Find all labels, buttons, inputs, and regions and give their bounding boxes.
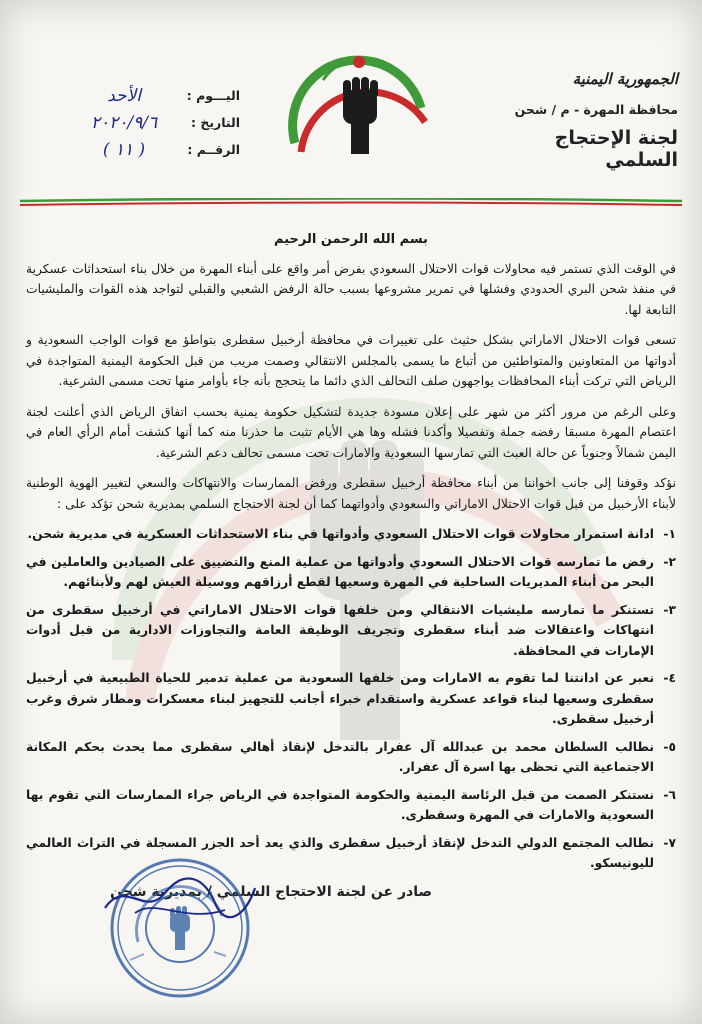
meta-row-day xyxy=(40,82,240,109)
paragraph: وعلى الرغم من مرور أكثر من شهر على إعلان مسودة جديدة لتشكيل حكومة يمنية بحسب اتفاق الرياض الذي أعلنت لجنة اعتصام المهرة مسبقا رفضه جملة وتفصيلا وأكدنا فشله وها هي الأيام تثبت ما حذرنا منه كما أنها كشفت أمام الرأي العام في اليمن شمالاً وجنوباً عن حالة العبث التي تمارسها السعودية والامارات تحت مسمى تحالف دعم الشرعية. xyxy=(26,404,676,460)
list-item xyxy=(26,785,676,826)
list-text: رفض ما تمارسه قوات الاحتلال السعودي وأدواتها من عملية المنع والتضييق على الصيادين والعاملين في البحر من أبناء المديريات الساحلية في المهرة وسعيها لقطع أرزاقهم ووسيلة العيش لهم ولأبنائهم. xyxy=(26,554,654,589)
number-value: ( ١١ ) xyxy=(102,139,146,160)
republic-name: الجمهورية اليمنية xyxy=(572,70,678,88)
number-label: الرقــم : xyxy=(187,142,240,157)
issuer-signature-line: صادر عن لجنة الاحتجاج السلمي / بمديرية شحن xyxy=(110,884,432,900)
list-number: ٥- xyxy=(663,739,676,754)
paragraph: في الوقت الذي تستمر فيه محاولات قوات الاحتلال السعودي بفرض أمر واقع على أبناء المهرة من خلال بناء استحداثات عسكرية في منفذ شحن البري الحدودي وفشلها في تمرير مشروعها بسبب حالة الرفض الشعبي والقبلي لتواجد هذه القوات والمليشيات التابعة لها. xyxy=(26,261,676,317)
basmala: بسم الله الرحمن الرحيم xyxy=(274,232,428,247)
list-text: نطالب المجتمع الدولي التدخل لإنقاذ أرخبيل سقطرى والذي يعد أحد الجزر المسجلة في التراث العالمي لليونيسكو. xyxy=(26,835,654,870)
list-text: تستنكر ما تمارسه مليشيات الانتقالي ومن خلفها قوات الاحتلال الاماراتي في أرخبيل سقطرى من انتهاكات واعتقالات ضد أبناء سقطرى وتجريف الوظيفة العامة والتجاوزات الادارية من قبل أدوات الإمارات في المحافظة. xyxy=(26,602,654,658)
list-item xyxy=(26,600,676,662)
handwritten-signature-icon xyxy=(95,868,265,928)
date-value: ٢٠٢٠/٩/٦ xyxy=(90,112,158,133)
list-number: ٦- xyxy=(663,787,676,802)
list-text: ادانة استمرار محاولات قوات الاحتلال السعودي وأدواتها في بناء الاستحداثات العسكرية في مديرية شحن. xyxy=(27,527,654,541)
list-item xyxy=(26,524,676,545)
meta-row-number xyxy=(40,136,240,163)
letter-body xyxy=(26,230,676,881)
paragraph: نؤكد وقوفنا إلى جانب اخواننا من أبناء محافظة أرخبيل سقطرى ورفض الممارسات والانتهاكات والسعي لتغيير الهوية الوطنية لأبناء الأرخبيل من قبل قوات الاحتلال الاماراتي والسعودي وأدواتهما كما أن لجنة الاحتجاج السلمي بمديرية شحن تؤكد على : xyxy=(26,476,676,511)
list-number: ٧- xyxy=(663,835,676,850)
letter-meta xyxy=(40,82,240,163)
list-text: نعبر عن ادانتنا لما تقوم به الامارات ومن خلفها السعودية من عملية تدمير للحياة الطبيعية في أرخبيل سقطرى وسعيها لبناء قواعد عسكرية واستقدام خبراء أجانب للتجهيز لبناء معسكرات ومطار شرق وغرب أرخبيل سقطرى. xyxy=(26,671,654,726)
list-number: ١- xyxy=(663,527,676,541)
list-text: نطالب السلطان محمد بن عبدالله آل عفرار بالتدخل لإنقاذ أهالي سقطرى مما يحدث بحكم المكانة الاجتماعية التي تحظى بها اسرة آل عفرار. xyxy=(26,739,654,774)
committee-name: لجنة الإحتجاج السلمي xyxy=(554,127,678,171)
committee-logo-icon xyxy=(283,48,433,158)
list-item xyxy=(26,737,676,778)
paragraph: تسعى قوات الاحتلال الاماراتي بشكل حثيث على تغييرات في محافظة أرخبيل سقطرى بتواطؤ مع قوات الواجب السعودية و أدواتها من المتعاونين والمتواطئين من أتباع ما يسمى بالمجلس الانتقالي وصمت مريب من قبل الحكومة اليمنية المتواجدة في الرياض التي تركت أبناء المحافظات يواجهون صلف التحالف الذي دائما ما يتحجج بأنه جاء بأوامر منها تحت مسمى الشرعية. xyxy=(26,333,676,388)
header-divider xyxy=(20,198,682,208)
date-label: التاريخ : xyxy=(190,115,240,130)
letterhead-right xyxy=(488,70,678,171)
meta-row-date xyxy=(40,109,240,136)
day-label: اليـــوم : xyxy=(186,88,240,103)
list-number: ٤- xyxy=(663,671,676,685)
list-number: ٢- xyxy=(663,554,676,569)
governorate-name: محافظة المهرة - م / شحن xyxy=(514,102,678,117)
list-item xyxy=(26,668,676,730)
list-text: نستنكر الصمت من قبل الرئاسة اليمنية والحكومة المتواجدة في الرياض جراء الممارسات التي تقوم بها السعودية والامارات في المهرة وسقطرى. xyxy=(26,787,654,822)
list-item xyxy=(26,552,676,593)
list-number: ٣- xyxy=(663,602,676,617)
day-value: الأحد xyxy=(107,85,141,106)
